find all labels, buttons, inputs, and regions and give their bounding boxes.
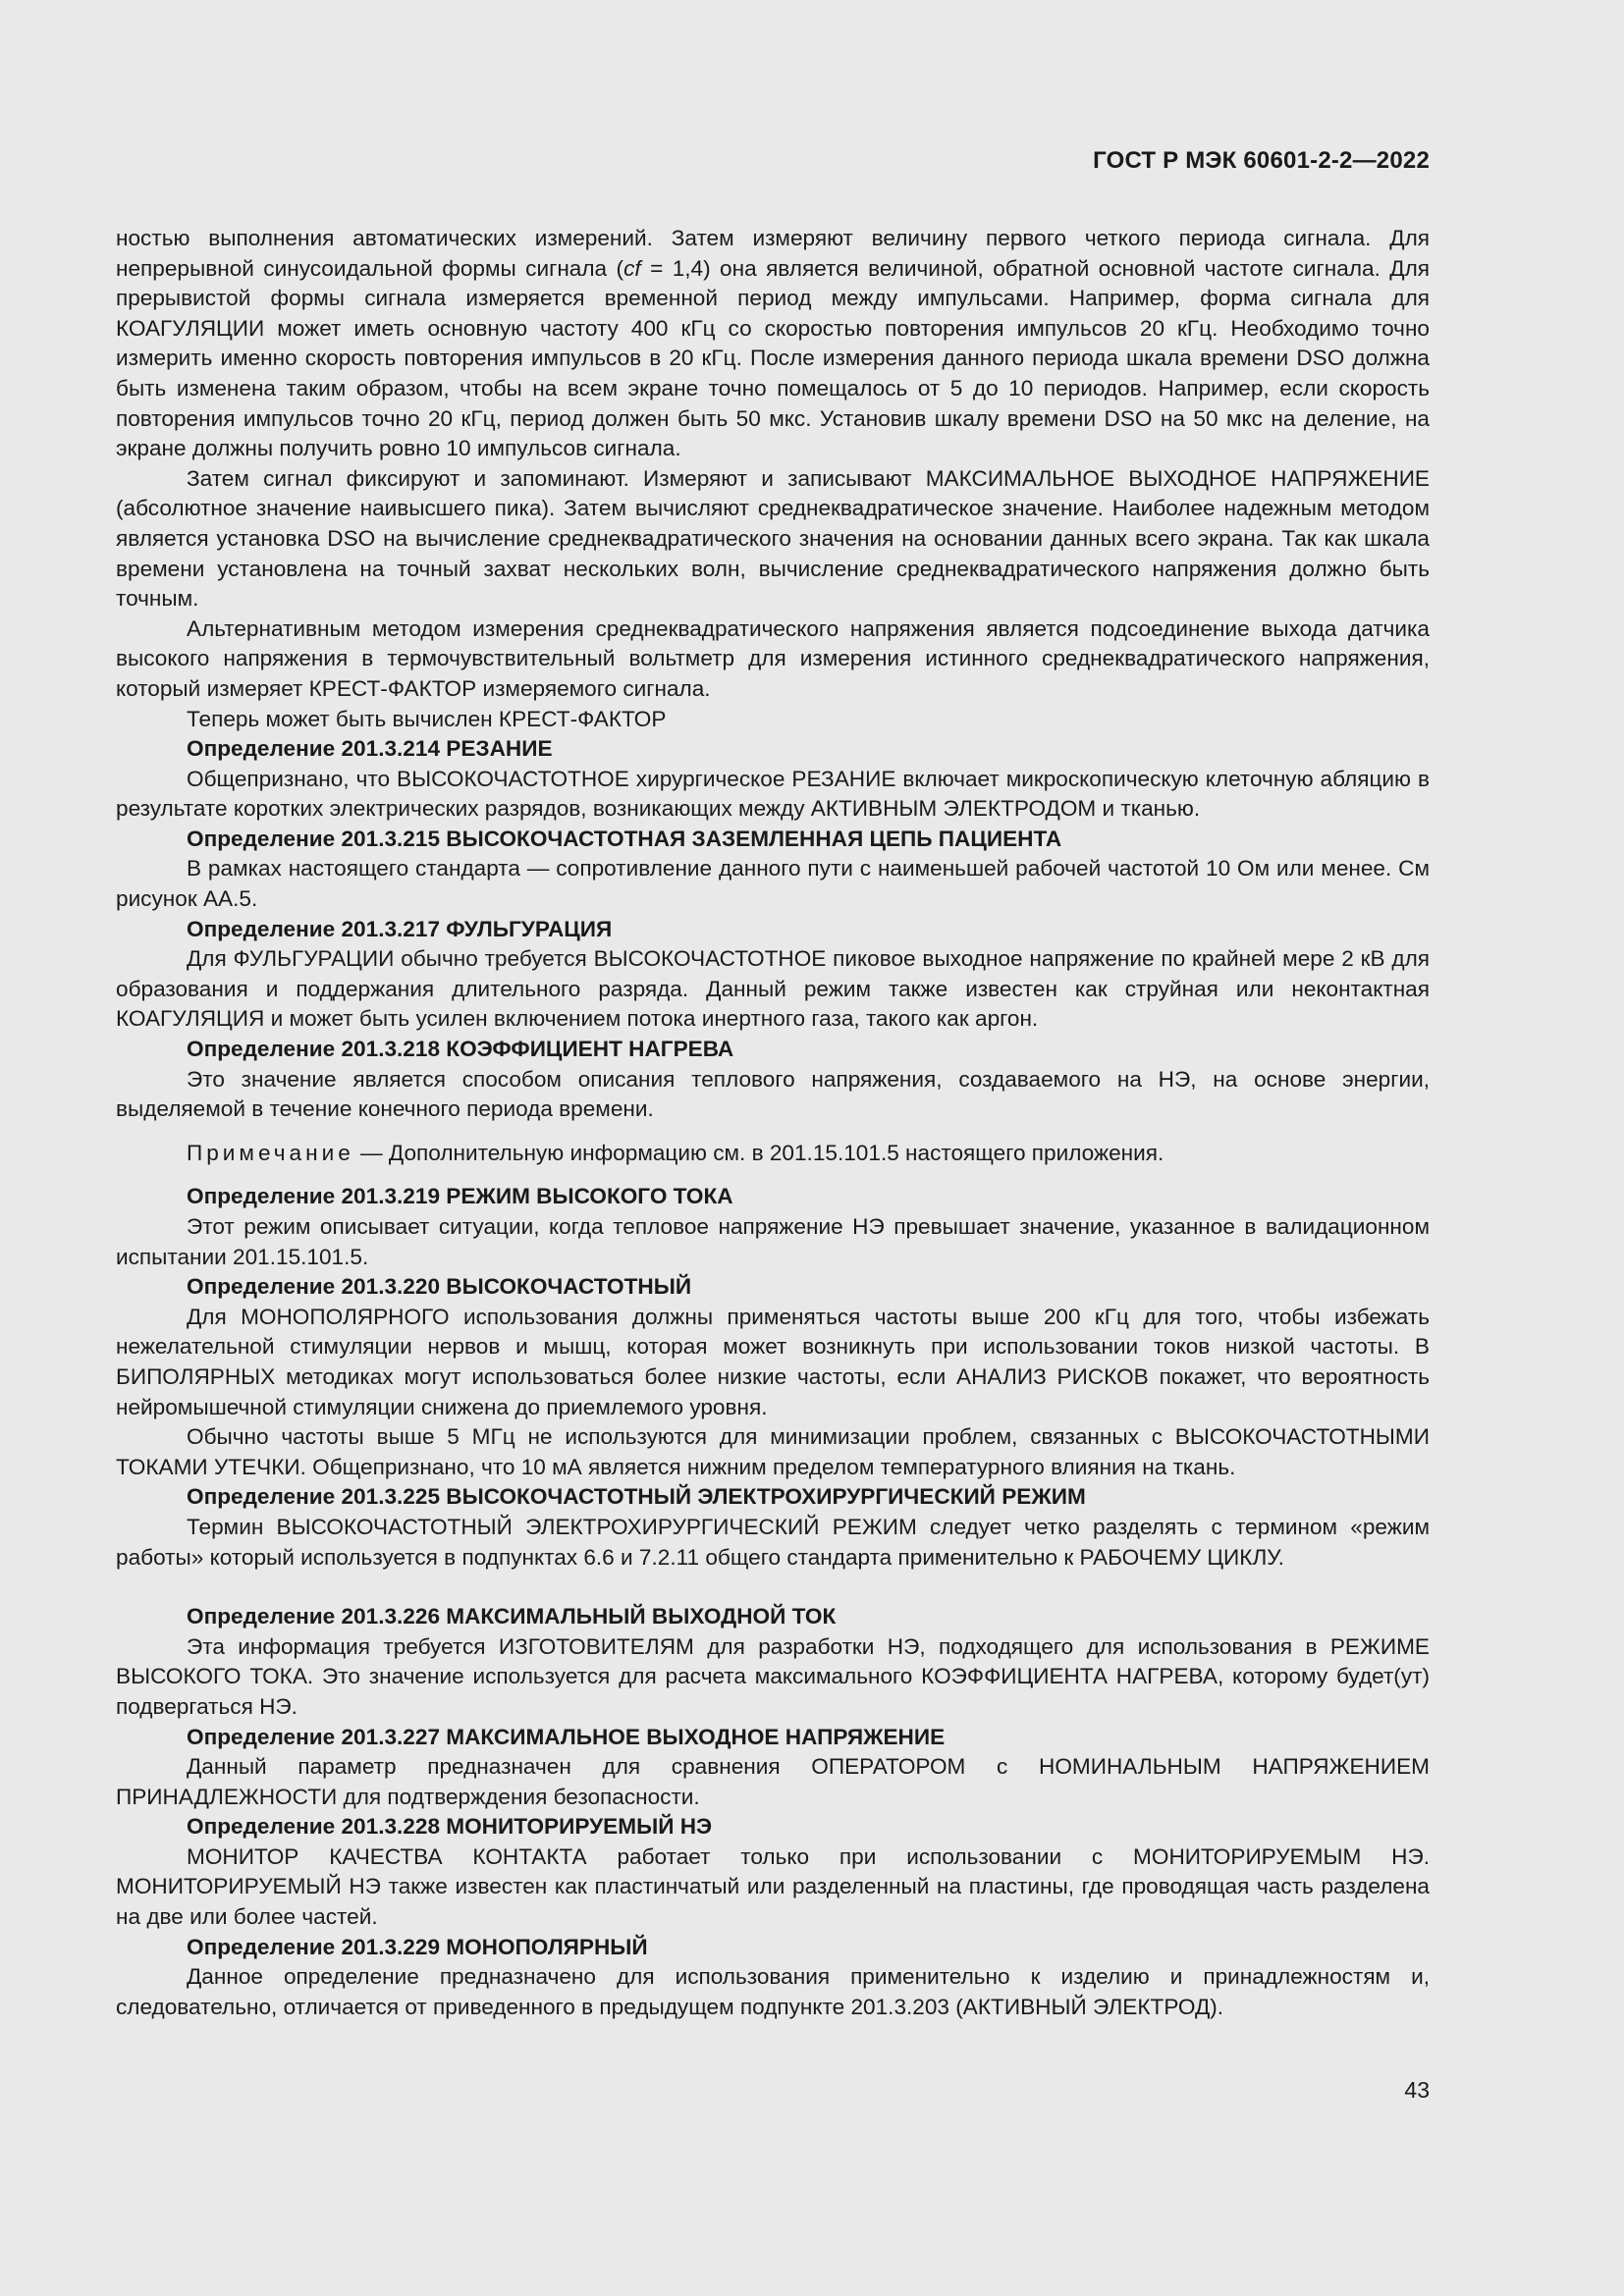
definition-heading: Определение 201.3.217 ФУЛЬГУРАЦИЯ xyxy=(187,916,613,941)
definition-heading: Определение 201.3.214 РЕЗАНИЕ xyxy=(187,736,553,762)
definition-text: Обычно частоты выше 5 МГц не используются для минимизации проблем, связанных с ВЫСОКОЧАСТОТНЫМИ ТОКАМИ УТЕЧКИ. Общепризнано, что 10 мА является нижним пределом температурного влияния на ткань. xyxy=(116,1424,1430,1479)
definition-heading: Определение 201.3.229 МОНОПОЛЯРНЫЙ xyxy=(187,1934,648,1959)
note-text: — Дополнительную информацию см. в 201.15.101.5 настоящего приложения. xyxy=(353,1140,1164,1165)
definition-text: Это значение является способом описания теплового напряжения, создаваемого на НЭ, на основе энергии, выделяемой в течение конечного периода времени. xyxy=(116,1066,1430,1122)
definition-heading: Определение 201.3.228 МОНИТОРИРУЕМЫЙ НЭ xyxy=(187,1814,713,1840)
definition-text: Этот режим описывает ситуации, когда тепловое напряжение НЭ превышает значение, указанное в валидационном испытании 201.15.101.5. xyxy=(116,1214,1430,1269)
definition-heading: Определение 201.3.226 МАКСИМАЛЬНЫЙ ВЫХОДНОЙ ТОК xyxy=(187,1604,837,1629)
paragraph: Теперь может быть вычислен КРЕСТ-ФАКТОР xyxy=(187,706,667,731)
definition-text: Для МОНОПОЛЯРНОГО использования должны применяться частоты выше 200 кГц для того, чтобы избежать нежелательной стимуляции нервов и мышц, которая может возникнуть при использовании токов низкой частоты. В БИПОЛЯРНЫХ методиках могут использоваться более низкие частоты, если АНАЛИЗ РИСКОВ покажет, что вероятность нейромышечной стимуляции снижена до приемлемого уровня. xyxy=(116,1304,1430,1419)
definition-text: В рамках настоящего стандарта — сопротивление данного пути с наименьшей рабочей частотой 10 Ом или менее. См рисунок АА.5. xyxy=(116,856,1430,912)
paragraph: Альтернативным методом измерения среднеквадратического напряжения является подсоединение выхода датчика высокого напряжения в термочувствительный вольтметр для измерения истинного среднеквадратического напряжения, который измеряет КРЕСТ-ФАКТОР измеряемого сигнала. xyxy=(116,615,1430,701)
definition-heading: Определение 201.3.227 МАКСИМАЛЬНОЕ ВЫХОДНОЕ НАПРЯЖЕНИЕ xyxy=(187,1724,946,1749)
definition-heading: Определение 201.3.220 ВЫСОКОЧАСТОТНЫЙ xyxy=(187,1274,692,1300)
note xyxy=(116,1139,1430,1169)
document-body xyxy=(116,224,1430,2022)
definition-text: Термин ВЫСОКОЧАСТОТНЫЙ ЭЛЕКТРОХИРУРГИЧЕСКИЙ РЕЖИМ следует четко разделять с термином «режим работы» который используется в подпунктах 6.6 и 7.2.11 общего стандарта применительно к РАБОЧЕМУ ЦИКЛУ. xyxy=(116,1514,1430,1570)
definition-text: Данный параметр предназначен для сравнения ОПЕРАТОРОМ с НОМИНАЛЬНЫМ НАПРЯЖЕНИЕМ ПРИНАДЛЕЖНОСТИ для подтверждения безопасности. xyxy=(116,1754,1430,1809)
italic-symbol: cf xyxy=(623,255,641,281)
definition-heading: Определение 201.3.215 ВЫСОКОЧАСТОТНАЯ ЗАЗЕМЛЕННАЯ ЦЕПЬ ПАЦИЕНТА xyxy=(187,826,1062,851)
definition-text: Эта информация требуется ИЗГОТОВИТЕЛЯМ для разработки НЭ, подходящего для использования в РЕЖИМЕ ВЫСОКОГО ТОКА. Это значение используется для расчета максимального КОЭФФИЦИЕНТА НАГРЕВА, которому будет(ут) подвергаться НЭ. xyxy=(116,1633,1430,1719)
definition-heading: Определение 201.3.218 КОЭФФИЦИЕНТ НАГРЕВА xyxy=(187,1037,734,1062)
definition-heading: Определение 201.3.225 ВЫСОКОЧАСТОТНЫЙ ЭЛЕКТРОХИРУРГИЧЕСКИЙ РЕЖИМ xyxy=(187,1484,1086,1510)
definition-text: Общепризнано, что ВЫСОКОЧАСТОТНОЕ хирургическое РЕЗАНИЕ включает микроскопическую клеточную абляцию в результате коротких электрических разрядов, возникающих между АКТИВНЫМ ЭЛЕКТРОДОМ и тканью. xyxy=(116,766,1430,822)
paragraph: Затем сигнал фиксируют и запоминают. Измеряют и записывают МАКСИМАЛЬНОЕ ВЫХОДНОЕ НАПРЯЖЕНИЕ (абсолютное значение наивысшего пика). Затем вычисляют среднеквадратическое значение. Наиболее надежным методом является установка DSO на вычисление среднеквадратического значения на основании данных всего экрана. Так как шкала времени установлена на точный захват нескольких волн, вычисление среднеквадратического напряжения должно быть точным. xyxy=(116,465,1431,612)
document-header: ГОСТ Р МЭК 60601-2-2—2022 xyxy=(1093,147,1430,174)
definition-heading: Определение 201.3.219 РЕЖИМ ВЫСОКОГО ТОКА xyxy=(187,1184,733,1209)
note-label: Примечание xyxy=(187,1140,354,1165)
page-number: 43 xyxy=(1404,2077,1430,2103)
paragraph: ностью выполнения автоматических измерений. Затем измеряют величину первого четкого периода сигнала. Для непрерывной синусоидальной формы сигнала (cf = 1,4) она является величиной, обратной основной частоте сигнала. Для прерывистой формы сигнала измеряется временной период между импульсами. Например, форма сигнала для КОАГУЛЯЦИИ может иметь основную частоту 400 кГц со скоростью повторения импульсов 20 кГц. Необходимо точно измерить именно скорость повторения импульсов в 20 кГц. После измерения данного периода шкала времени DSO должна быть изменена таким образом, чтобы на всем экране точно помещалось от 5 до 10 периодов. Например, если скорость повторения импульсов точно 20 кГц, период должен быть 50 мкс. Установив шкалу времени DSO на 50 мкс на деление, на экране должны получить ровно 10 импульсов сигнала. xyxy=(116,226,1431,461)
definition-text: Данное определение предназначено для использования применительно к изделию и принадлежностям и, следовательно, отличается от приведенного в предыдущем подпункте 201.3.203 (АКТИВНЫЙ ЭЛЕКТРОД). xyxy=(116,1964,1430,2019)
definition-text: Для ФУЛЬГУРАЦИИ обычно требуется ВЫСОКОЧАСТОТНОЕ пиковое выходное напряжение по крайней мере 2 кВ для образования и поддержания длительного разряда. Данный режим также известен как струйная или неконтактная КОАГУЛЯЦИЯ и может быть усилен включением потока инертного газа, такого как аргон. xyxy=(116,946,1430,1032)
definition-text: МОНИТОР КАЧЕСТВА КОНТАКТА работает только при использовании с МОНИТОРИРУЕМЫМ НЭ. МОНИТОРИРУЕМЫЙ НЭ также известен как пластинчатый или разделенный на пластины, где проводящая часть разделена на две или более частей. xyxy=(116,1843,1430,1930)
